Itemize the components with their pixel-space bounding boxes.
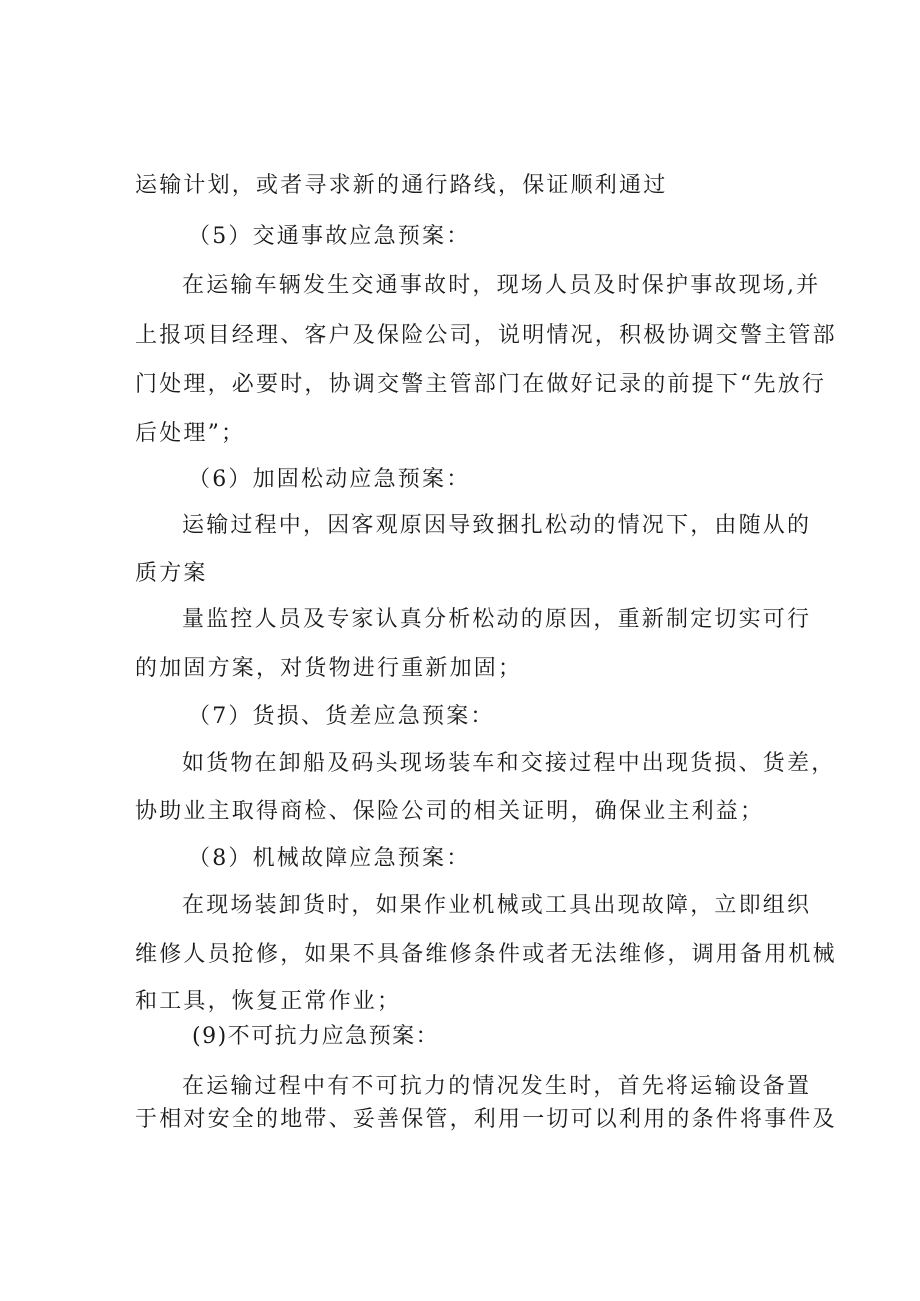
section-heading-7: （7）货损、货差应急预案： <box>188 704 495 729</box>
paragraph-line: 门处理，必要时，协调交警主管部门在做好记录的前提下“先放行 <box>135 372 827 397</box>
paragraph-line: 在现场装卸货时，如果作业机械或工具出现故障，立即组织 <box>182 893 812 918</box>
section-heading-8: （8）机械故障应急预案： <box>188 846 471 871</box>
paragraph-line: 后处理”； <box>135 421 246 446</box>
paragraph-line: 在运输车辆发生交通事故时，现场人员及时保护事故现场,并 <box>182 273 821 298</box>
paragraph-line: 运输计划，或者寻求新的通行路线，保证顺利通过 <box>135 173 668 198</box>
paragraph-line: 协助业主取得商检、保险公司的相关证明，确保业主利益； <box>135 799 765 824</box>
paragraph-line: 运输过程中，因客观原因导致捆扎松动的情况下，由随从的 <box>182 513 812 538</box>
paragraph-line: 质方案 <box>135 561 208 586</box>
paragraph-line: 和工具，恢复正常作业； <box>135 989 402 1014</box>
paragraph-line: 维修人员抢修，如果不具备维修条件或者无法维修，调用备用机械 <box>135 942 837 967</box>
paragraph-line: 量监控人员及专家认真分析松动的原因，重新制定切实可行 <box>182 607 812 632</box>
paragraph-line: 在运输过程中有不可抗力的情况发生时，首先将运输设备置 <box>182 1074 812 1099</box>
paragraph-line: 的加固方案，对货物进行重新加固； <box>135 656 523 681</box>
section-heading-5: （5）交通事故应急预案： <box>188 224 471 249</box>
paragraph-line: 于相对安全的地带、妥善保管，利用一切可以利用的条件将事件及 <box>135 1107 837 1132</box>
section-heading-6: （6）加固松动应急预案： <box>188 467 471 492</box>
section-heading-9: (9)不可抗力应急预案： <box>192 1024 440 1049</box>
paragraph-line: 如货物在卸船及码头现场装车和交接过程中出现货损、货差， <box>182 751 836 776</box>
paragraph-line: 上报项目经理、客户及保险公司，说明情况，积极协调交警主管部 <box>135 323 837 348</box>
